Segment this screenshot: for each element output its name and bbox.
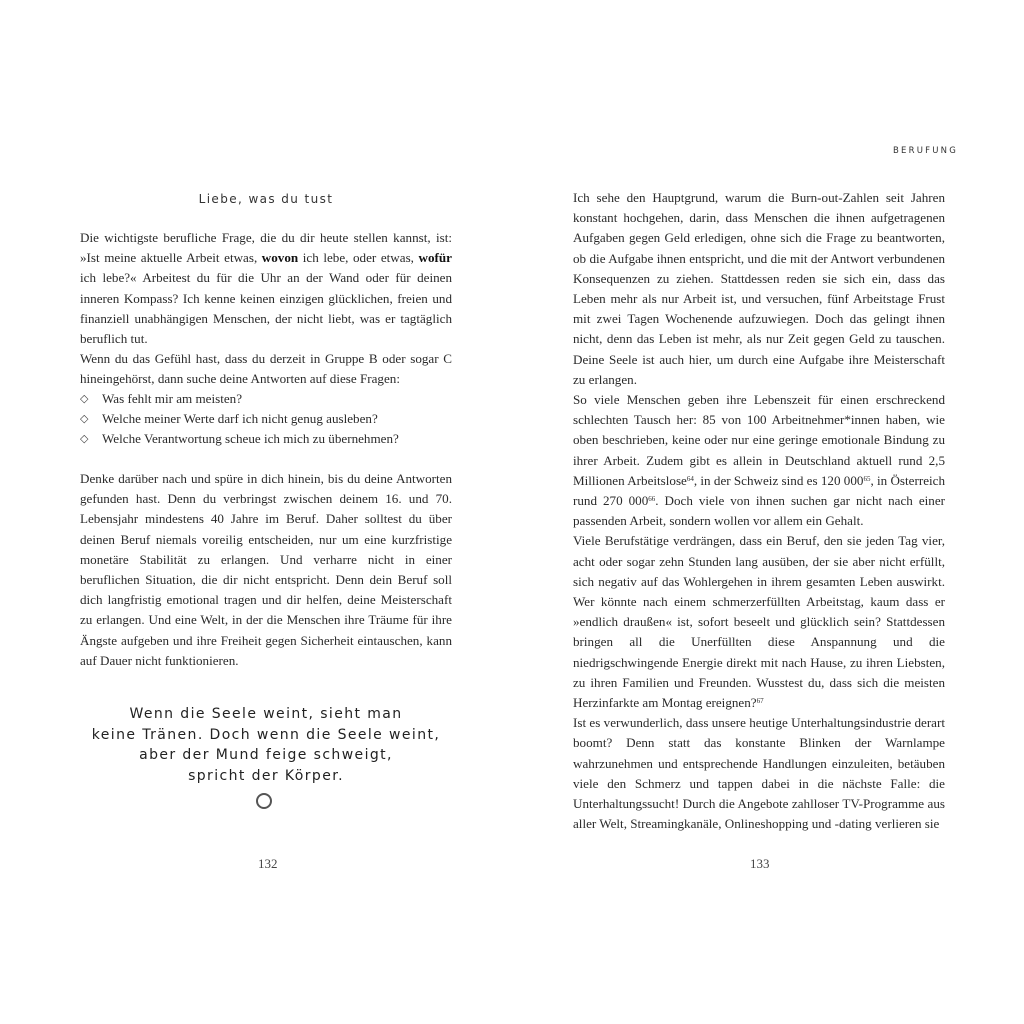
text-span: Viele Berufstätige verdrängen, dass ein Beruf, den sie jeden Tag vier, acht oder sogar zehn Stunden lang ausüben, der sie aber nicht erfüllt, sich negativ auf das Wohlergehen in ihrem gesamten Leben auswirkt. Wer könnte nach einem schmerzerfüllten Arbeitstag, kaum dass er »endlich draußen« ist, sofort beseelt und glücklich sein? Stattdessen bringen all die Unerfüllten diese Anspannung und die niedrigschwingende Energie direkt mit nach Hause, zu ihren Liebsten, zu ihren Familien und Freunden. Wusstest du, dass sich die meisten Herzinfarkte am Montag ereignen? [573, 533, 945, 711]
body-paragraph: Ich sehe den Hauptgrund, warum die Burn-out-Zahlen seit Jahren konstant hochgehen, darin, dass Menschen die ihnen aufgetragenen Aufgaben gegen Geld erledigen, ohne sich die Frage zu beantworten, ob die Aufgabe ihnen entspricht, und die mit der Antwort verbundenen Konsequenzen zu ziehen. Stattdessen reden sie sich ein, dass das Leben mehr als nur Arbeit ist, und versuchen, fünf Arbeitstage Frust mit zwei Tagen Wochenende aufzuwiegen. Doch das gelingt ihnen nicht, denn das Leben ist mehr, als nur Zeit gegen Geld zu tauschen. Deine Seele ist auch hier, um durch eine Aufgabe ihre Meisterschaft zu erlangen. [573, 190, 945, 387]
footnote-ref: 64 [686, 474, 694, 483]
section-title: Liebe, was du tust [198, 192, 334, 206]
question-text: Was fehlt mir am meisten? [102, 391, 243, 406]
question-lead-paragraph: Wenn du das Gefühl hast, dass du derzeit in Gruppe B oder sogar C hineingehörst, dann suche deine Antworten auf diese Fragen: [80, 351, 452, 387]
list-item [80, 429, 452, 449]
body-paragraph [573, 390, 945, 531]
body-paragraph [573, 531, 945, 713]
question-text: Welche Verantwortung scheue ich mich zu übernehmen? [102, 431, 399, 447]
page-number: 132 [258, 856, 278, 871]
body-paragraph: Ist es verwunderlich, dass unsere heutige Unterhaltungsindustrie derart boomt? Denn statt das konstante Blinken der Warnlampe wahrzunehmen und entsprechende Handlungen einzuleiten, betäuben viele den Schmerz und tappen dabei in die nächste Falle: die Unterhaltungssucht! Durch die Angebote zahlloser TV-Programme aus aller Welt, Streamingkanäle, Onlineshopping und -dating verlieren sie [573, 715, 945, 832]
running-header: BERUFUNG [893, 146, 958, 156]
body-text [80, 469, 452, 671]
text-span: ich lebe?« Arbeitest du für die Uhr an der Wand oder für deinen inneren Kompass? Ich kenne keinen einzigen glücklichen, freien und finanziell unabhängigen Menschen, der nicht liebt, was er tagtäglich beruflich tut. [80, 270, 452, 347]
body-text [573, 188, 945, 835]
right-page [512, 0, 1024, 1024]
diamond-bullet-icon: ◇ [80, 393, 89, 405]
quote-line: spricht der Körper. [188, 767, 344, 784]
intro-text [80, 228, 452, 390]
body-paragraph: Denke darüber nach und spüre in dich hinein, bis du deine Antworten gefunden hast. Denn du verbringst zwischen deinem 16. und 70. Lebensjahr mindestens 40 Jahre im Beruf. Daher solltest du über deinen Beruf niemals voreilig entscheiden, nur um eine kurzfristige monetäre Stabilität zu erlangen. Und verharre nicht in einer beruflichen Situation, die dir nicht entspricht. Denn dein Beruf soll dich langfristig emotional tragen und dir helfen, deine Meisterschaft zu erlangen. Und eine Welt, in der die Menschen ihre Träume für ihre Ängste aufgeben und ihre Freiheit gegen Sicherheit eintauschen, kann auf Dauer nicht funktionieren. [80, 471, 452, 668]
text-span: . Doch viele von ihnen suchen gar nicht nach einer passenden Arbeit, sondern wollen vor allem ein Gehalt. [573, 493, 945, 529]
list-item [80, 389, 452, 409]
text-span: , in der Schweiz sind es 120 000 [693, 472, 864, 488]
quote-line: Wenn die Seele weint, sieht man [129, 706, 403, 722]
intro-paragraph [80, 228, 452, 349]
diamond-bullet-icon: ◇ [80, 433, 89, 446]
text-span: Die wichtigste berufliche Frage, die du dir heute stellen kannst, ist: »Ist meine aktuelle Arbeit etwas, [80, 230, 452, 266]
text-span: So viele Menschen geben ihre Lebenszeit für einen erschreckend schlechten Tausch her: 85 von 100 Arbeitnehmer*innen haben, wie oben beschrieben, keine oder nur eine geringe emotionale Bindung zu ihrer Arbeit. Zudem gibt es allein in Deutschland aktuell rund 2,5 Millionen Arbeitslose [573, 392, 945, 488]
circle-ornament-icon [256, 793, 272, 809]
bold-wofuer: wofür [418, 250, 452, 266]
footnote-ref: 65 [863, 474, 871, 483]
question-list [80, 389, 452, 450]
diamond-bullet-icon: ◇ [80, 413, 89, 426]
pull-quote [80, 704, 452, 786]
quote-line: keine Tränen. Doch wenn die Seele weint, [91, 726, 441, 743]
footnote-ref: 67 [756, 697, 764, 706]
bold-wovon: wovon [261, 250, 299, 266]
question-text: Welche meiner Werte darf ich nicht genug ausleben? [102, 411, 378, 427]
text-span: ich lebe, oder etwas, [298, 250, 419, 266]
quote-line: aber der Mund feige schweigt, [139, 747, 393, 763]
text-span: , in Österreich rund 270 000 [573, 472, 946, 509]
list-item [80, 409, 452, 429]
footnote-ref: 66 [648, 495, 656, 504]
page-number: 133 [750, 856, 770, 871]
